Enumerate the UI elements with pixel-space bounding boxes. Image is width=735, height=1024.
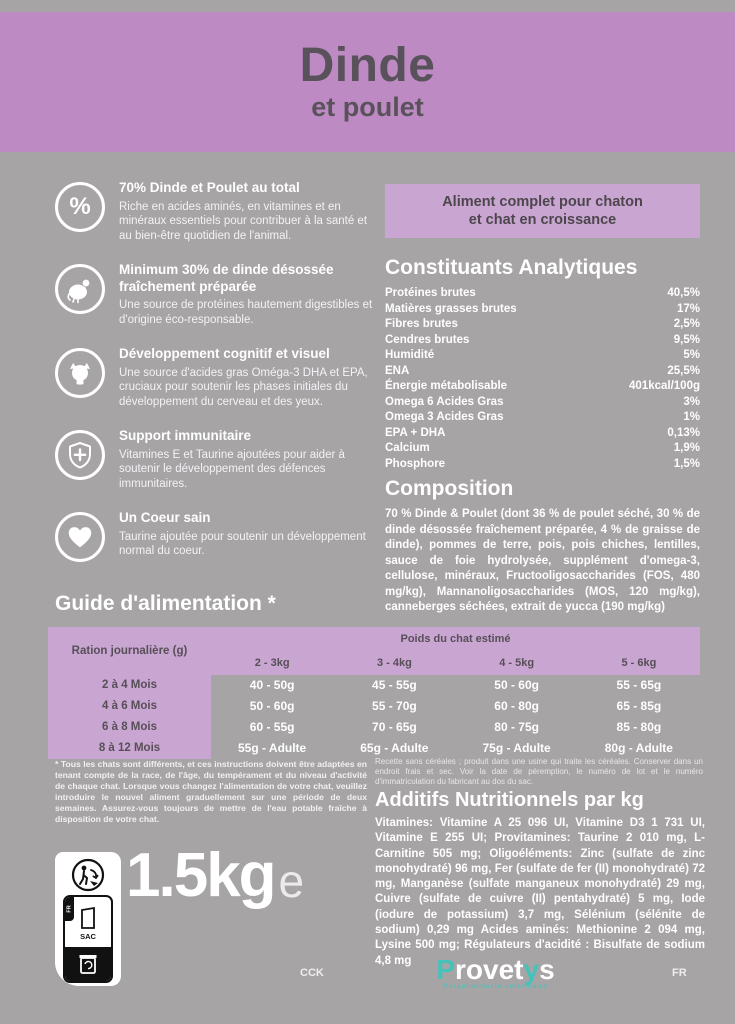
analytics-row: Énergie métabolisable 401kcal/100g	[385, 380, 700, 392]
header-band	[0, 12, 735, 152]
complete-food-badge	[385, 184, 700, 238]
table-cell: 75g - Adulte	[482, 741, 551, 755]
table-cell: 55 - 70g	[372, 698, 417, 713]
sorting-instructions-panel	[63, 895, 113, 983]
analytics-row: EPA + DHA 0,13%	[385, 426, 700, 439]
benefit-title: Développement cognitif et visuel	[119, 346, 330, 361]
composition-section	[385, 477, 700, 616]
feeding-footnote: * Tous les chats sont différents, et ces instructions doivent être adaptées en tenant compte de la race, de l'âge, du tempérament et du niveau d'activité de chaque chat. Lorsque vous changez l'alimentation de votre chat, veuillez introduire le nouvel aliment graduellement sur une période de deux semaines. Assurez-vous toujours de mettre de l'eau potable fraîche à disposition de votre chat.	[55, 759, 367, 824]
brand-letter: P	[436, 954, 456, 985]
table-cell: 65 - 85g	[616, 698, 662, 713]
benefit-body: Vitamines E et Taurine ajoutées pour aider à soutenir le développement des défences immunitaires.	[119, 448, 345, 490]
table-row-label: 4 à 6 Mois	[48, 695, 211, 716]
table-cell: 45 - 55g	[372, 678, 417, 692]
panel-bottom	[65, 947, 111, 981]
table-col-header: 4 - 5kg	[456, 650, 578, 675]
trash-bin-icon	[78, 952, 98, 976]
benefit-title: Minimum 30% de dinde désossée fraîchement préparée	[119, 262, 334, 294]
table-cell: 65g - Adulte	[360, 741, 429, 755]
table-col-header: 5 - 6kg	[578, 650, 700, 675]
analytics-row: Fibres brutes 2,5%	[385, 318, 700, 330]
table-row-header: Ration journalière (g)	[48, 627, 211, 675]
table-cell: 60 - 55g	[249, 719, 295, 734]
e-mark: e	[278, 855, 305, 907]
analytics-row: Omega 3 Acides Gras 1%	[385, 411, 700, 423]
table-cell: 55g - Adulte	[238, 741, 307, 755]
analytics-row: Humidité 5%	[385, 349, 700, 361]
table-cell: 70 - 65g	[372, 719, 417, 734]
analytics-row: Matières grasses brutes 17%	[385, 302, 700, 315]
benefit-body: Une source de protéines hautement digestibles et d'origine éco-responsable.	[119, 299, 373, 326]
benefit-immunity	[55, 428, 373, 491]
footer-product-code: CCK	[300, 967, 324, 979]
analytics-row: Calcium 1,9%	[385, 442, 700, 454]
product-title: Dinde	[299, 39, 436, 92]
badge-line1: Aliment complet pour chaton	[442, 194, 643, 210]
table-cell: 80 - 75g	[494, 719, 539, 734]
analytical-constituents	[385, 256, 700, 472]
table-row-label: 2 à 4 Mois	[48, 675, 211, 695]
table-col-header: 3 - 4kg	[333, 650, 455, 675]
additives-body: Vitamines: Vitamine A 25 096 UI, Vitamine D3 1 731 UI, Vitamine E 255 UI; Provitamines: Taurine 2 010 mg, L-Carnitine 505 mg; Oligoéléments: Zinc (sulfate de zinc monohydraté) 96 mg, Fer (sulfate de fer (II) monohydraté) 72 mg, Manganèse (sulfate manganeux monohydraté) 29 mg, Cuivre (sulfate de cuivre (II) pentahydraté) 5 mg, Iode (iodure de potassium) 3,7 mg, Sélénium (sélénite de sodium) 0,29 mg Acides aminés: Methionine 2 094 mg, Lysine 500 mg; Régulateurs d'acidité : Bisulfate de sodium 4,8 mg	[375, 817, 705, 967]
additives-title: Additifs Nutritionnels par kg	[375, 789, 644, 811]
turkey-icon	[55, 264, 105, 314]
weight-value: 1.5kg	[126, 841, 275, 910]
table-cell: 80g - Adulte	[604, 741, 673, 755]
analytics-row: Cendres brutes 9,5%	[385, 333, 700, 346]
table-cell: 85 - 80g	[616, 719, 662, 734]
badge-line2: et chat en croissance	[468, 212, 617, 228]
shield-cross-icon	[55, 430, 105, 480]
benefit-body: Taurine ajoutée pour soutenir un développement normal du coeur.	[119, 530, 366, 557]
benefit-body: Riche en acides aminés, en vitamines et en minéraux essentiels pour contribuer à la santé et au bien-être quotidien de l'animal.	[119, 200, 368, 242]
feeding-guide-table	[48, 627, 700, 759]
fr-tab: FR	[65, 897, 74, 921]
analytics-row: Omega 6 Acides Gras 3%	[385, 395, 700, 408]
table-cell: 50 - 60g	[494, 678, 539, 692]
composition-title: Composition	[385, 477, 514, 500]
table-row-label: 8 à 12 Mois	[48, 737, 211, 759]
composition-body: 70 % Dinde & Poulet (dont 36 % de poulet séché, 30 % de dinde désossée fraîchement préparée, 4 % de graisse de dinde), pommes de terre, pois, pois chiches, lentilles, sauce de foie hydrolysée, supplément d'omega-3, cellulose, minéraux, Fructooligosaccharides (FOS, 480 mg/kg), Mannanoligosaccharides (MOS, 120 mg/kg), canneberges séchées, extrait de yucca (190 mg/kg)	[385, 508, 700, 613]
analytics-row: Protéines brutes 40,5%	[385, 287, 700, 299]
table-cell: 55 - 65g	[616, 678, 662, 692]
benefit-title: Un Coeur sain	[119, 510, 211, 525]
benefit-fresh-turkey	[55, 262, 373, 327]
triman-recycling-icon	[70, 857, 106, 893]
benefit-cognitive	[55, 346, 373, 409]
table-col-group-header: Poids du chat estimé	[211, 627, 700, 650]
benefit-heart	[55, 510, 373, 562]
additives-section	[375, 789, 705, 969]
analytics-row: Phosphore 1,5%	[385, 457, 700, 470]
analytics-row: ENA 25,5%	[385, 364, 700, 377]
net-weight	[126, 841, 305, 910]
benefit-protein-total	[55, 180, 373, 243]
footer-language-code: FR	[672, 967, 687, 979]
recycling-info-box	[55, 852, 121, 986]
feeding-guide-title: Guide d'alimentation *	[55, 592, 276, 615]
percent-icon: %	[55, 182, 105, 232]
bag-icon	[79, 905, 97, 931]
benefits-list	[55, 180, 373, 562]
cat-vision-icon	[55, 348, 105, 398]
table-cell: 40 - 50g	[249, 678, 295, 692]
brand-logo: Provetys Parapharmacie vétérinaire	[428, 955, 563, 990]
benefit-title: Support immunitaire	[119, 428, 252, 443]
analytics-title: Constituants Analytiques	[385, 256, 638, 279]
table-cell: 60 - 80g	[494, 698, 539, 713]
table-cell: 50 - 60g	[249, 698, 295, 713]
brand-tagline: Parapharmacie vétérinaire	[443, 983, 548, 990]
storage-note: Recette sans céréales ; produit dans une usine qui traite les céréales. Conserver dans un endroit frais et sec. Voir la date de péremption, le numéro de lot et le numéro d'immatriculation du fabricant au dos du sac.	[375, 757, 703, 786]
table-col-header: 2 - 3kg	[211, 650, 333, 675]
table-row-label: 6 à 8 Mois	[48, 716, 211, 737]
benefit-body: Une source d'acides gras Oméga-3 DHA et EPA, cruciaux pour soutenir les phases initiales du développement du cerveau et des yeux.	[119, 366, 368, 408]
heart-icon	[55, 512, 105, 562]
benefit-title: 70% Dinde et Poulet au total	[119, 180, 300, 195]
product-subtitle: et poulet	[311, 92, 424, 122]
sac-label: SAC	[80, 932, 96, 941]
